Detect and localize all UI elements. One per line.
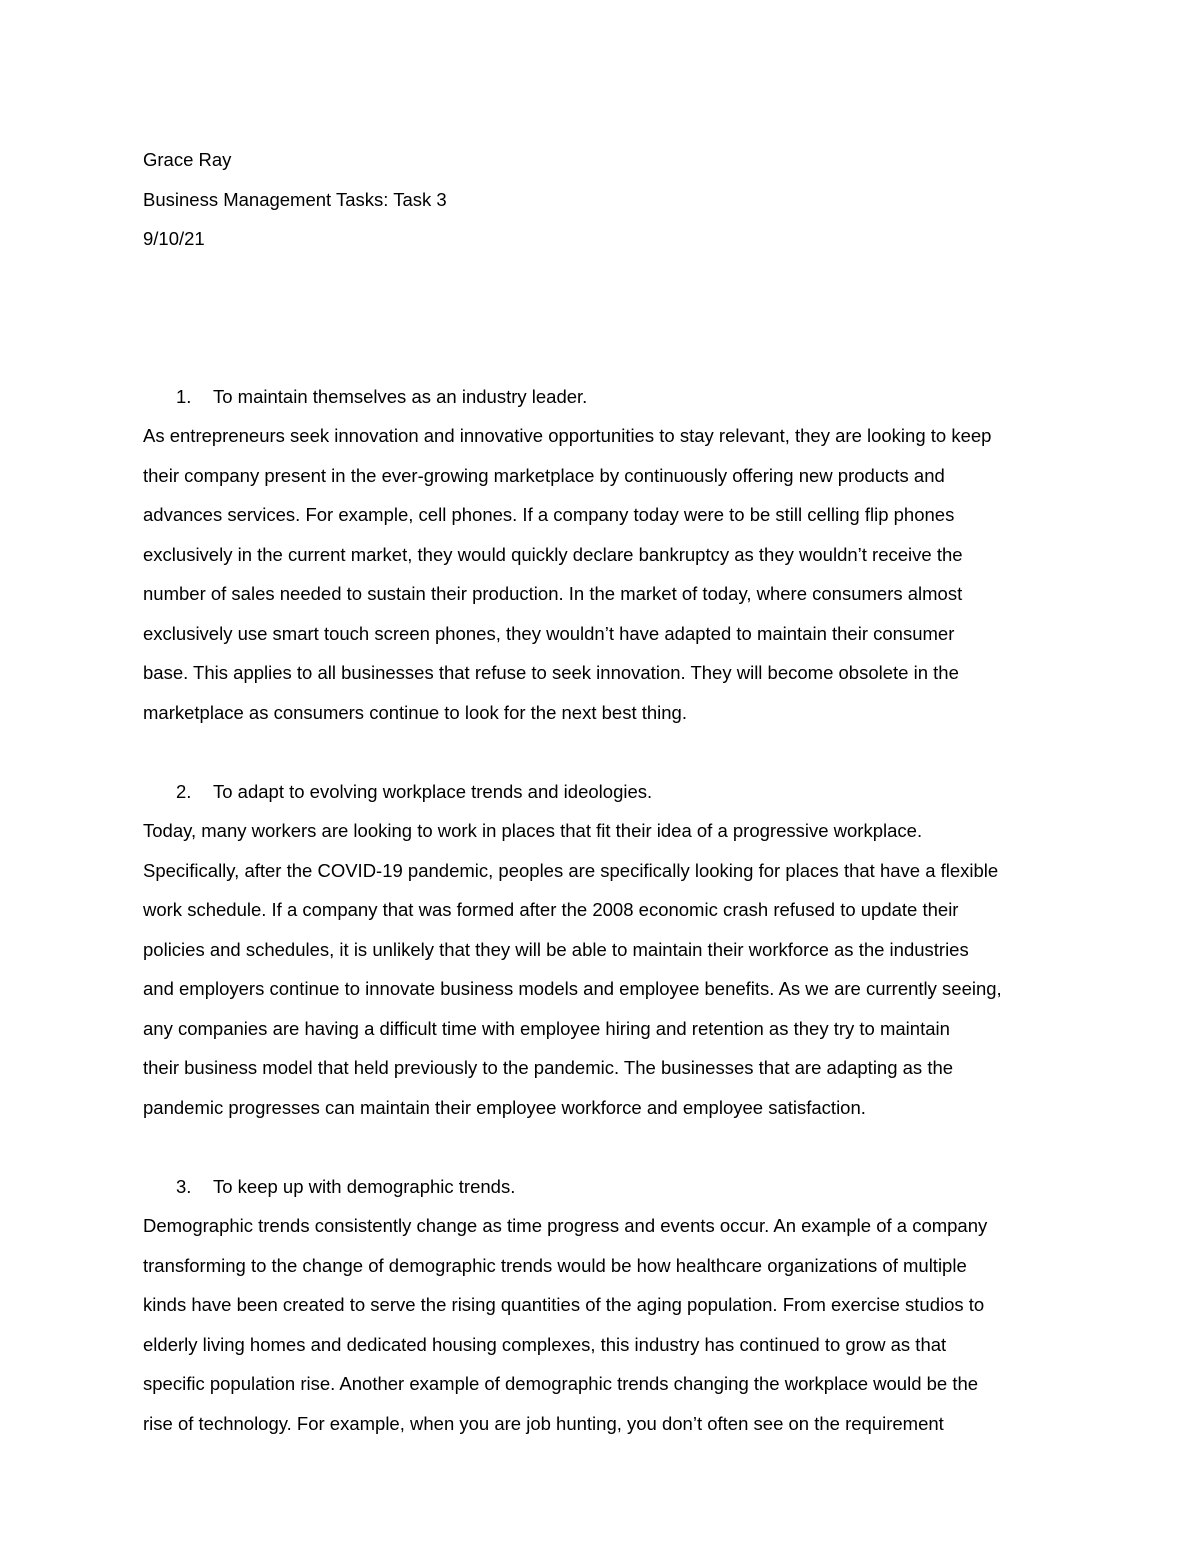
paragraph-line: their company present in the ever-growing marketplace by continuously offering new products and (143, 464, 945, 486)
section-number-1: 1. (176, 385, 192, 407)
document-body (143, 140, 1073, 1443)
paragraph-line: rise of technology. For example, when you are job hunting, you don’t often see on the requirement (143, 1412, 944, 1434)
paragraph-line: exclusively use smart touch screen phones, they wouldn’t have adapted to maintain their consumer (143, 622, 955, 644)
document-date: 9/10/21 (143, 228, 205, 249)
paragraph-line: their business model that held previously to the pandemic. The businesses that are adapting as the (143, 1057, 954, 1078)
paragraph-line: advances services. For example, cell phones. If a company today were to be still celling flip phones (143, 504, 955, 525)
section-number-3: 3. (176, 1175, 192, 1197)
course-title: Business Management Tasks: Task 3 (143, 188, 447, 210)
section-spacer (143, 1127, 1073, 1167)
header-spacer (143, 259, 1073, 377)
section-title-1: To maintain themselves as an industry leader. (213, 385, 588, 407)
section-title-3: To keep up with demographic trends. (213, 1175, 516, 1197)
paragraph-line: number of sales needed to sustain their production. In the market of today, where consumers almost (143, 583, 963, 604)
paragraph-line: work schedule. If a company that was formed after the 2008 economic crash refused to update their (143, 899, 959, 920)
author-name: Grace Ray (143, 149, 232, 170)
section-heading-1 (143, 377, 1073, 417)
paragraph-line: transforming to the change of demographic trends would be how healthcare organizations of multiple (143, 1254, 967, 1276)
paragraph-line: As entrepreneurs seek innovation and innovative opportunities to stay relevant, they are looking to keep (143, 425, 992, 446)
section-title-2: To adapt to evolving workplace trends and ideologies. (213, 780, 653, 802)
section-paragraph-1 (143, 416, 1073, 732)
paragraph-line: specific population rise. Another example of demographic trends changing the workplace would be the (143, 1373, 979, 1394)
paragraph-line: any companies are having a difficult time with employee hiring and retention as they try to maintain (143, 1017, 950, 1039)
section-spacer (143, 732, 1073, 772)
paragraph-line: kinds have been created to serve the rising quantities of the aging population. From exercise studios to (143, 1294, 985, 1315)
section-paragraph-2 (143, 811, 1073, 1127)
section-paragraph-3 (143, 1206, 1073, 1443)
paragraph-line: elderly living homes and dedicated housing complexes, this industry has continued to grow as that (143, 1333, 947, 1355)
paragraph-line: and employers continue to innovate business models and employee benefits. As we are currently seeing, (143, 978, 1002, 999)
paragraph-line: exclusively in the current market, they would quickly declare bankruptcy as they wouldn’t receive the (143, 543, 963, 565)
paragraph-line: policies and schedules, it is unlikely that they will be able to maintain their workforce as the industries (143, 938, 969, 960)
paragraph-line: marketplace as consumers continue to look for the next best thing. (143, 701, 687, 723)
section-heading-2 (143, 772, 1073, 812)
paragraph-line: Specifically, after the COVID-19 pandemic, peoples are specifically looking for places that have a flexible (143, 859, 999, 881)
paragraph-line: base. This applies to all businesses that refuse to seek innovation. They will become obsolete in the (143, 662, 959, 683)
paragraph-line: Today, many workers are looking to work in places that fit their idea of a progressive workplace. (143, 820, 923, 841)
section-heading-3 (143, 1167, 1073, 1207)
paragraph-line: Demographic trends consistently change as time progress and events occur. An example of a company (143, 1215, 988, 1236)
paragraph-line: pandemic progresses can maintain their employee workforce and employee satisfaction. (143, 1096, 866, 1118)
section-number-2: 2. (176, 780, 192, 802)
